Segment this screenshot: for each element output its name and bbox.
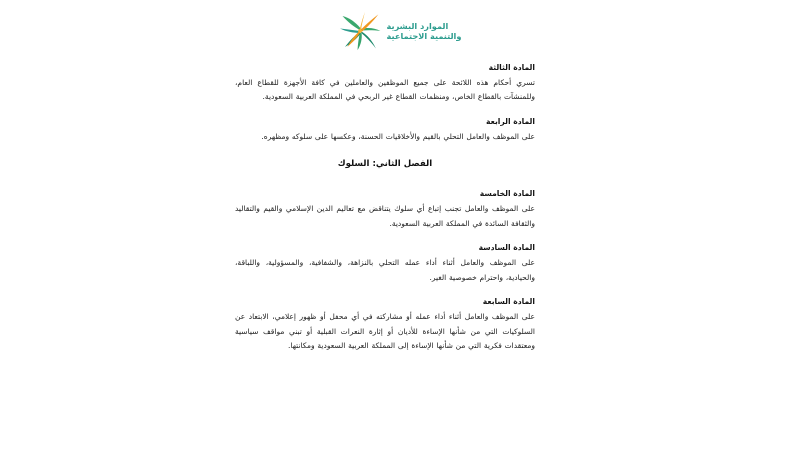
article-title: المادة السابعة bbox=[482, 297, 535, 307]
ministry-logo-line-1: الموارد البشرية bbox=[386, 20, 449, 31]
ministry-logo-line-2: والتنمية الاجتماعية bbox=[386, 31, 462, 41]
article-title: المادة الخامسة bbox=[479, 189, 535, 199]
ministry-logo-wordmark bbox=[387, 21, 462, 42]
article-title: المادة الرابعة bbox=[486, 117, 535, 127]
document-header bbox=[0, 8, 800, 54]
article-body: على الموظف والعامل التحلي بالقيم والأخلاقيات الحسنة، وعكسها على سلوكه ومظهره. bbox=[261, 131, 535, 141]
article-block bbox=[235, 62, 535, 105]
document-body bbox=[235, 62, 535, 365]
article-title: المادة السادسة bbox=[478, 243, 535, 253]
article-body: على الموظف والعامل أثناء أداء عمله أو مشاركته في أي محفل أو ظهور إعلامي، الابتعاد عن السلوكيات التي من شأنها الإساءة للأديان أو إثارة النعرات القبلية أو تبني مواقف سياسية ومعتقدات فكرية التي من شأنها الإساءة إلى المملكة العربية السعودية ومكانتها. bbox=[235, 311, 535, 351]
article-block bbox=[235, 242, 535, 285]
article-title: المادة الثالثة bbox=[488, 63, 535, 72]
ministry-logo bbox=[339, 11, 462, 51]
article-block bbox=[235, 188, 535, 231]
article-block bbox=[235, 116, 535, 144]
ministry-emblem-icon bbox=[339, 11, 381, 51]
article-body: على الموظف والعامل أثناء أداء عمله التحلي بالنزاهة، والشفافية، والمسؤولية، واللباقة، والحيادية، واحترام خصوصية الغير. bbox=[235, 257, 535, 282]
article-body: تسري أحكام هذه اللائحة على جميع الموظفين والعاملين في كافة الأجهزة للقطاع العام، وللمنشآت بالقطاع الخاص، ومنظمات القطاع غير الربحي في المملكة العربية السعودية. bbox=[235, 77, 535, 102]
article-body: على الموظف والعامل تجنب إتباع أي سلوك يتناقض مع تعاليم الدين الإسلامي والقيم والتقاليد والثقافة السائدة في المملكة العربية السعودية. bbox=[235, 203, 535, 228]
chapter-heading: الفصل الثاني: السلوك bbox=[337, 159, 433, 170]
article-block bbox=[235, 296, 535, 354]
